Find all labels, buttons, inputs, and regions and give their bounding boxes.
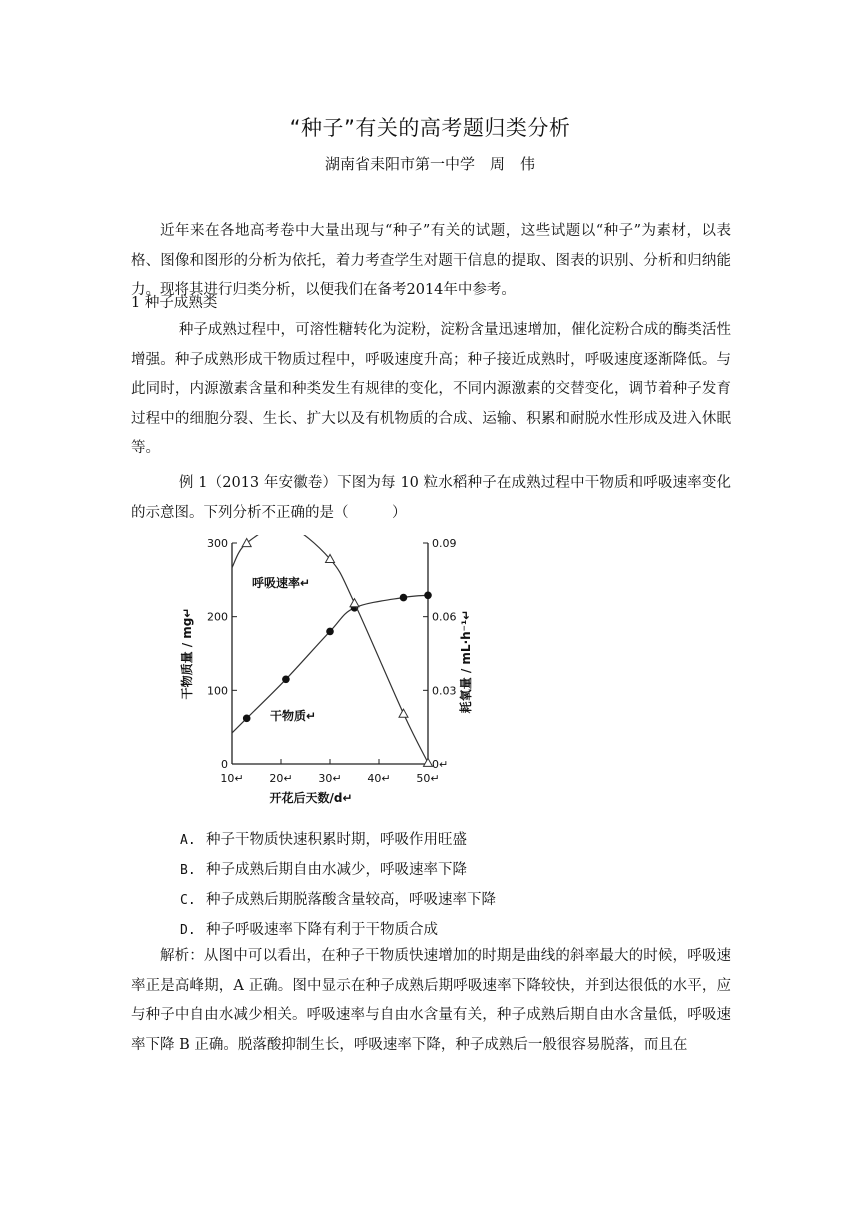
dry-matter-point — [400, 594, 408, 602]
respiration-series-label: 呼吸速率↵ — [252, 576, 311, 590]
dry-matter-point — [282, 675, 290, 683]
right-tick-label: 0.06 — [432, 610, 457, 624]
dry-matter-curve — [232, 595, 428, 733]
respiration-point — [350, 599, 359, 607]
option-text: 种子干物质快速积累时期，呼吸作用旺盛 — [206, 832, 467, 848]
analysis-paragraph: 解析：从图中可以看出，在种子干物质快速增加的时期是曲线的斜率最大的时候，呼吸速率正是高峰期，A 正确。图中显示在种子成熟后期呼吸速率下降较快，并到达很低的水平，应与种子中自由水减少相关。呼吸速率与自由水含量有关，种子成熟后期自由水含量低，呼吸速率下降 B 正确。脱落酸抑制生长，呼吸速率下降，种子成熟后一般很容易脱落，而且在 — [131, 948, 731, 1053]
right-tick-label: 0.03 — [432, 684, 457, 698]
section-paragraph: 种子成熟过程中，可溶性糖转化为淀粉，淀粉含量迅速增加，催化淀粉合成的酶类活性增强。种子成熟形成干物质过程中，呼吸速度升高；种子接近成熟时，呼吸速度逐渐降低。与此同时，内源激素含量和种类发生有规律的变化，不同内源激素的交替变化，调节着种子发育过程中的细胞分裂、生长、扩大以及有机物质的合成、运输、积累和耐脱水性形成及进入休眠等。 — [131, 322, 731, 456]
respiration-point — [242, 539, 251, 547]
respiration-curve — [232, 535, 428, 763]
option-letter: D. — [180, 923, 196, 938]
right-tick-label: 0.09 — [432, 537, 457, 550]
left-tick-label: 100 — [207, 684, 228, 698]
option-letter: C. — [180, 893, 196, 908]
right-axis-title: 耗氧量 / mL·h⁻¹↵ — [459, 609, 473, 714]
x-axis-title: 开花后天数/d↵ — [269, 791, 353, 805]
option-text: 种子成熟后期脱落酸含量较高，呼吸速率下降 — [206, 892, 496, 908]
right-tick-label: 0↵ — [432, 758, 449, 771]
dry-matter-series-label: 干物质↵ — [270, 709, 317, 723]
x-tick-label: 10↵ — [220, 772, 244, 785]
option-letter: A. — [180, 833, 196, 848]
option-c[interactable] — [180, 888, 496, 909]
author-line: 湖南省耒阳市第一中学 周 伟 — [324, 155, 535, 173]
option-text: 种子成熟后期自由水减少，呼吸速率下降 — [206, 862, 467, 878]
dual-axis-line-chart — [170, 535, 490, 810]
page-title: “种子”有关的高考题归类分析 — [289, 116, 571, 140]
option-b[interactable] — [180, 858, 467, 879]
x-tick-label: 20↵ — [269, 772, 293, 785]
left-tick-label: 300 — [207, 537, 228, 550]
section-heading: 1 种子成熟类 — [131, 295, 218, 311]
x-tick-label: 40↵ — [367, 772, 391, 785]
option-text: 种子呼吸速率下降有利于干物质合成 — [206, 922, 438, 938]
x-tick-label: 50↵ — [416, 772, 440, 785]
dry-matter-point — [243, 715, 251, 723]
example-question: 例 1（2013 年安徽卷）下图为每 10 粒水稻种子在成熟过程中干物质和呼吸速率变化的示意图。下列分析不正确的是（ ） — [131, 475, 731, 521]
option-d[interactable] — [180, 918, 438, 939]
left-tick-label: 200 — [207, 610, 228, 624]
intro-paragraph: 近年来在各地高考卷中大量出现与“种子”有关的试题，这些试题以“种子”为素材，以表格、图像和图形的分析为依托，着力考查学生对题干信息的提取、图表的识别、分析和归纳能力。现将其进行归类分析，以便我们在备考2014年中参考。 — [131, 223, 731, 298]
left-axis-title: 干物质量 / mg↵ — [180, 607, 194, 700]
respiration-point — [399, 709, 408, 717]
x-tick-label: 30↵ — [318, 772, 342, 785]
left-tick-label: 0 — [221, 758, 228, 771]
option-a[interactable] — [180, 828, 467, 849]
option-letter: B. — [180, 863, 196, 878]
dry-matter-point — [326, 628, 334, 636]
dry-matter-point — [424, 592, 432, 600]
